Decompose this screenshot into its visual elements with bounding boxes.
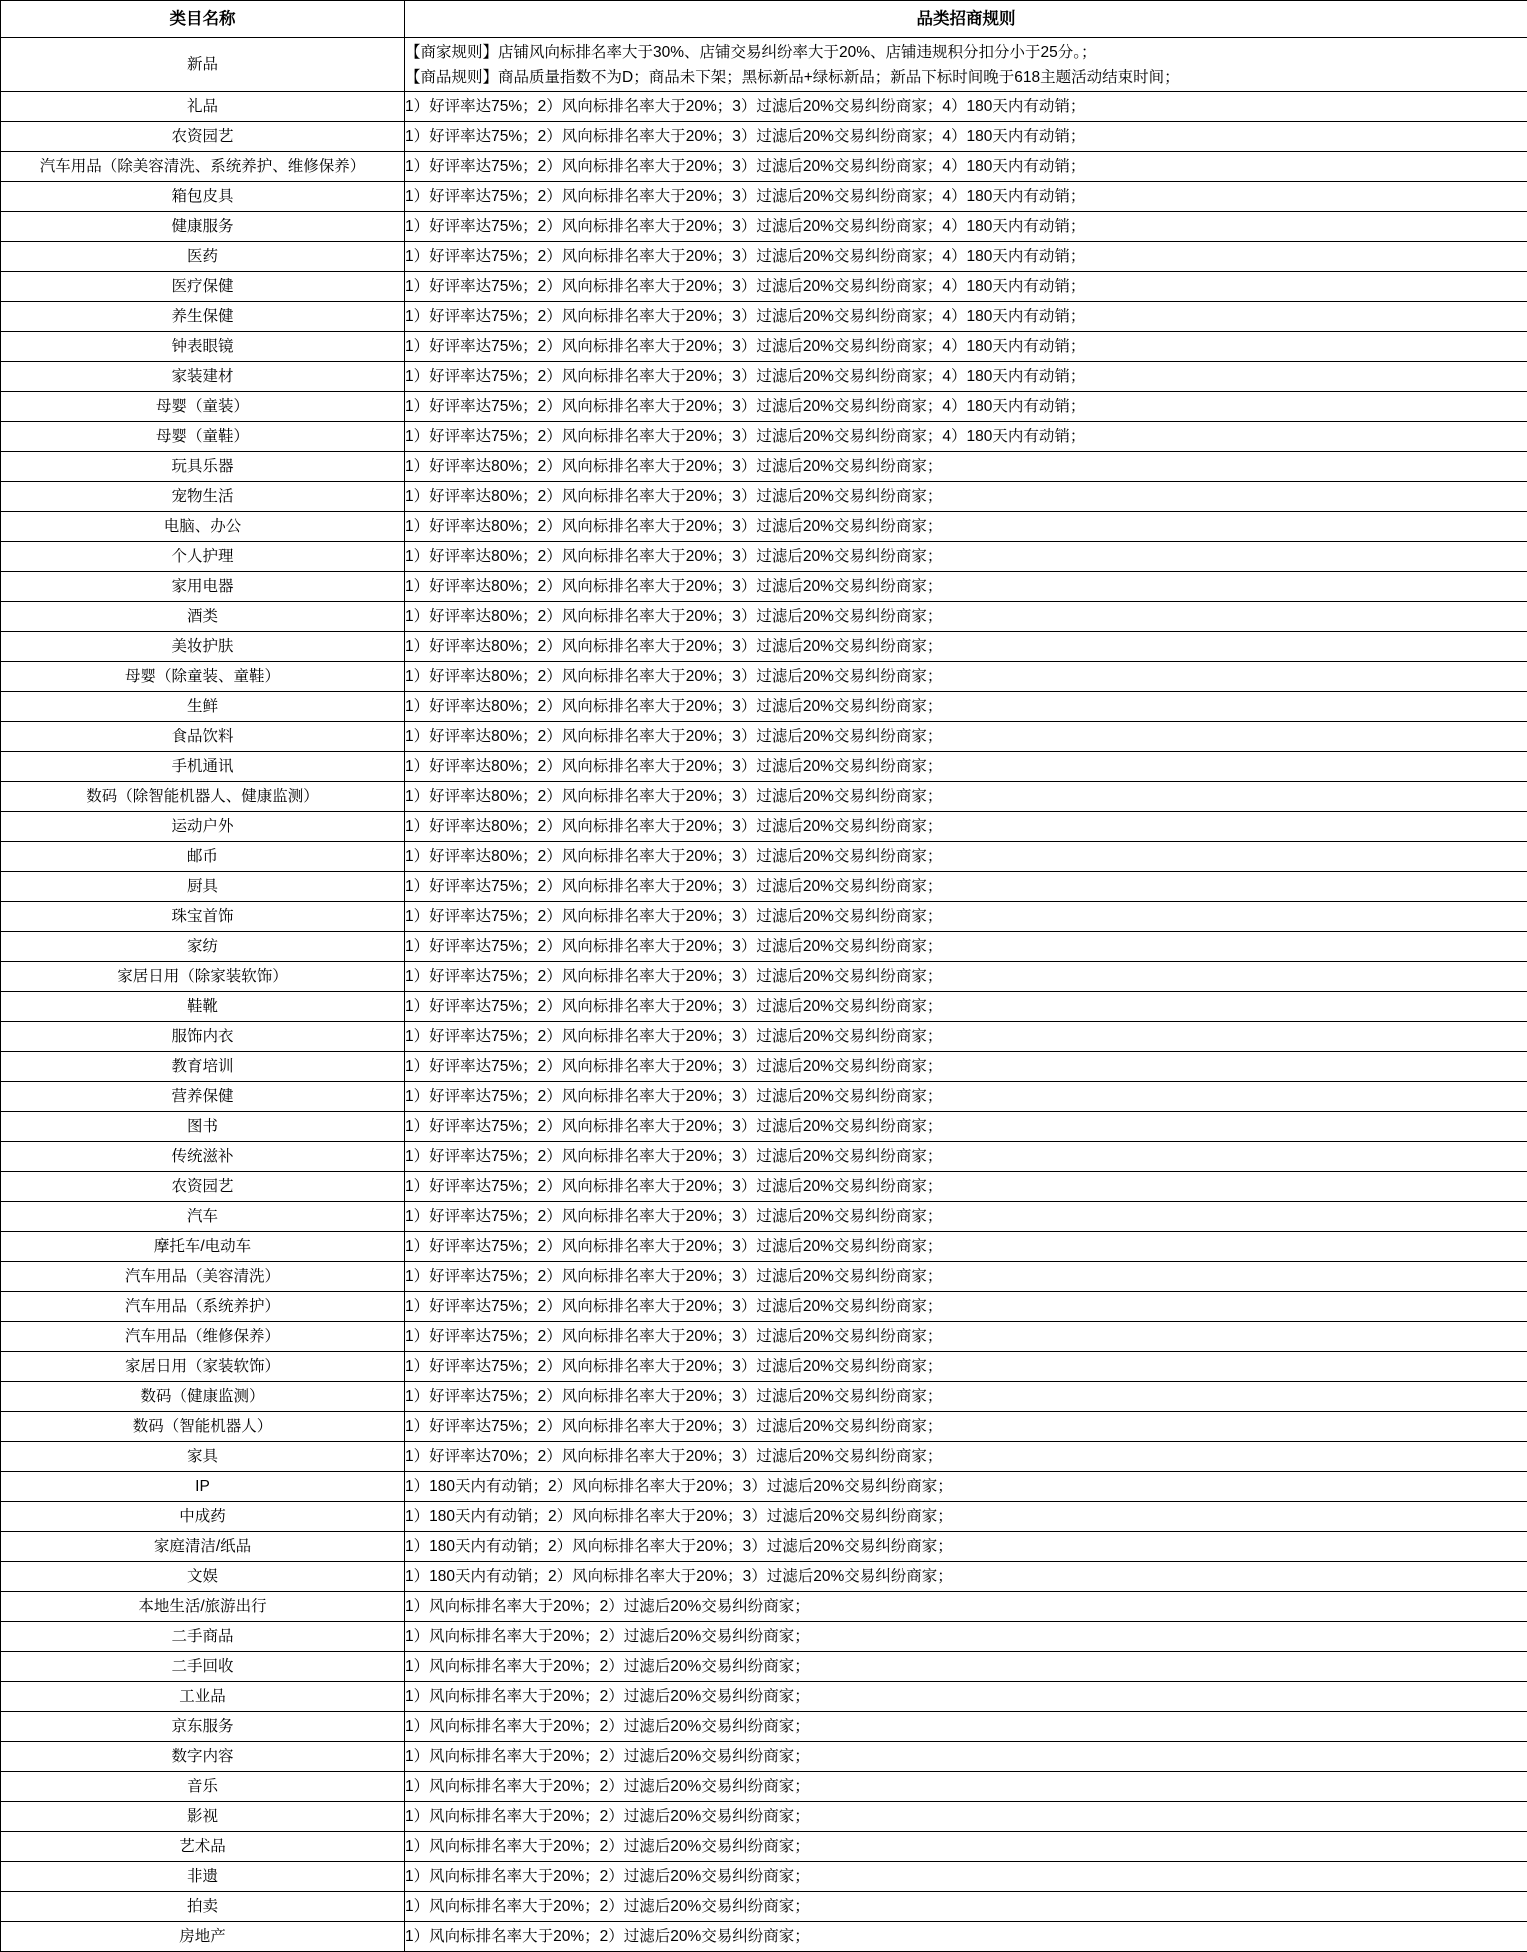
rule-text-cell: 1）好评率达80%；2）风向标排名率大于20%；3）过滤后20%交易纠纷商家； [405, 842, 1527, 872]
rule-text-cell: 1）好评率达80%；2）风向标排名率大于20%；3）过滤后20%交易纠纷商家； [405, 782, 1527, 812]
table-row [1, 1892, 1527, 1922]
table-row [1, 632, 1527, 662]
rule-text-cell: 1）好评率达75%；2）风向标排名率大于20%；3）过滤后20%交易纠纷商家； [405, 1022, 1527, 1052]
table-row [1, 38, 1527, 92]
rule-text-cell: 1）好评率达80%；2）风向标排名率大于20%；3）过滤后20%交易纠纷商家； [405, 722, 1527, 752]
category-name-cell: 生鲜 [1, 692, 405, 722]
category-name-cell: 影视 [1, 1802, 405, 1832]
table-row [1, 692, 1527, 722]
rule-text-cell: 1）好评率达80%；2）风向标排名率大于20%；3）过滤后20%交易纠纷商家； [405, 512, 1527, 542]
rule-text-cell: 1）好评率达75%；2）风向标排名率大于20%；3）过滤后20%交易纠纷商家；4）180天内有动销； [405, 362, 1527, 392]
rule-text-cell: 1）风向标排名率大于20%；2）过滤后20%交易纠纷商家； [405, 1712, 1527, 1742]
rule-text-cell: 1）好评率达75%；2）风向标排名率大于20%；3）过滤后20%交易纠纷商家； [405, 1352, 1527, 1382]
table-row [1, 992, 1527, 1022]
category-name-cell: 图书 [1, 1112, 405, 1142]
rule-text-cell: 1）风向标排名率大于20%；2）过滤后20%交易纠纷商家； [405, 1652, 1527, 1682]
rule-text-cell: 1）好评率达80%；2）风向标排名率大于20%；3）过滤后20%交易纠纷商家； [405, 752, 1527, 782]
rule-text-cell: 1）好评率达80%；2）风向标排名率大于20%；3）过滤后20%交易纠纷商家； [405, 602, 1527, 632]
rule-text-cell: 1）好评率达80%；2）风向标排名率大于20%；3）过滤后20%交易纠纷商家； [405, 482, 1527, 512]
category-name-cell: 汽车用品（美容清洗） [1, 1262, 405, 1292]
rule-text-cell: 1）风向标排名率大于20%；2）过滤后20%交易纠纷商家； [405, 1892, 1527, 1922]
category-name-cell: 个人护理 [1, 542, 405, 572]
category-name-cell: 邮币 [1, 842, 405, 872]
category-name-cell: 数码（健康监测） [1, 1382, 405, 1412]
table-row [1, 422, 1527, 452]
table-row [1, 1202, 1527, 1232]
table-row [1, 1232, 1527, 1262]
table-row [1, 392, 1527, 422]
rule-text-cell: 1）风向标排名率大于20%；2）过滤后20%交易纠纷商家； [405, 1682, 1527, 1712]
table-row [1, 122, 1527, 152]
table-row [1, 1652, 1527, 1682]
category-name-cell: 礼品 [1, 92, 405, 122]
rule-text-cell: 1）风向标排名率大于20%；2）过滤后20%交易纠纷商家； [405, 1772, 1527, 1802]
category-name-cell: 营养保健 [1, 1082, 405, 1112]
category-name-cell: 家纺 [1, 932, 405, 962]
table-row [1, 782, 1527, 812]
category-name-cell: 家装建材 [1, 362, 405, 392]
rule-text-cell: 1）好评率达75%；2）风向标排名率大于20%；3）过滤后20%交易纠纷商家； [405, 1292, 1527, 1322]
category-name-cell: 宠物生活 [1, 482, 405, 512]
category-name-cell: 家庭清洁/纸品 [1, 1532, 405, 1562]
rule-text-cell: 1）好评率达75%；2）风向标排名率大于20%；3）过滤后20%交易纠纷商家； [405, 1232, 1527, 1262]
category-name-cell: 服饰内衣 [1, 1022, 405, 1052]
rule-text-cell: 1）好评率达80%；2）风向标排名率大于20%；3）过滤后20%交易纠纷商家； [405, 692, 1527, 722]
rule-text-cell: 1）好评率达75%；2）风向标排名率大于20%；3）过滤后20%交易纠纷商家； [405, 902, 1527, 932]
category-name-cell: 数码（智能机器人） [1, 1412, 405, 1442]
category-name-cell: 母婴（童鞋） [1, 422, 405, 452]
category-name-cell: 箱包皮具 [1, 182, 405, 212]
table-row [1, 1862, 1527, 1892]
category-name-cell: 农资园艺 [1, 1172, 405, 1202]
table-body [1, 38, 1527, 1952]
category-name-cell: 汽车用品（除美容清洗、系统养护、维修保养） [1, 152, 405, 182]
category-name-cell: 厨具 [1, 872, 405, 902]
rule-text-cell: 1）好评率达75%；2）风向标排名率大于20%；3）过滤后20%交易纠纷商家；4）180天内有动销； [405, 122, 1527, 152]
category-name-cell: 医药 [1, 242, 405, 272]
rule-line: 【商家规则】店铺风向标排名率大于30%、店铺交易纠纷率大于20%、店铺违规积分扣分小于25分。； [405, 40, 1527, 65]
table-row [1, 512, 1527, 542]
table-row [1, 1142, 1527, 1172]
rule-text-cell: 1）180天内有动销；2）风向标排名率大于20%；3）过滤后20%交易纠纷商家； [405, 1562, 1527, 1592]
category-name-cell: 家居日用（家装软饰） [1, 1352, 405, 1382]
table-row [1, 572, 1527, 602]
rule-text-cell: 1）风向标排名率大于20%；2）过滤后20%交易纠纷商家； [405, 1802, 1527, 1832]
table-row [1, 182, 1527, 212]
rule-text-cell: 1）好评率达75%；2）风向标排名率大于20%；3）过滤后20%交易纠纷商家；4）180天内有动销； [405, 152, 1527, 182]
rule-text-cell: 1）好评率达75%；2）风向标排名率大于20%；3）过滤后20%交易纠纷商家； [405, 932, 1527, 962]
category-name-cell: 珠宝首饰 [1, 902, 405, 932]
category-name-cell: 京东服务 [1, 1712, 405, 1742]
table-row [1, 1082, 1527, 1112]
rule-text-cell: 1）好评率达75%；2）风向标排名率大于20%；3）过滤后20%交易纠纷商家；4）180天内有动销； [405, 302, 1527, 332]
rule-text-cell: 1）风向标排名率大于20%；2）过滤后20%交易纠纷商家； [405, 1742, 1527, 1772]
rule-text-cell: 1）好评率达75%；2）风向标排名率大于20%；3）过滤后20%交易纠纷商家； [405, 1202, 1527, 1232]
header-row [1, 1, 1527, 38]
table-row [1, 602, 1527, 632]
rule-text-cell: 1）好评率达75%；2）风向标排名率大于20%；3）过滤后20%交易纠纷商家；4）180天内有动销； [405, 212, 1527, 242]
category-name-cell: 摩托车/电动车 [1, 1232, 405, 1262]
table-row [1, 1562, 1527, 1592]
table-row [1, 1832, 1527, 1862]
table-row [1, 1802, 1527, 1832]
category-name-cell: 家用电器 [1, 572, 405, 602]
table-row [1, 1112, 1527, 1142]
rule-text-cell: 1）好评率达75%；2）风向标排名率大于20%；3）过滤后20%交易纠纷商家；4）180天内有动销； [405, 242, 1527, 272]
table-row [1, 1352, 1527, 1382]
table-row [1, 152, 1527, 182]
category-name-cell: 本地生活/旅游出行 [1, 1592, 405, 1622]
rule-line: 【商品规则】商品质量指数不为D；商品未下架；黑标新品+绿标新品；新品下标时间晚于618主题活动结束时间； [405, 65, 1527, 90]
category-name-cell: 文娱 [1, 1562, 405, 1592]
table-row [1, 1682, 1527, 1712]
category-name-cell: 农资园艺 [1, 122, 405, 152]
table-row [1, 1412, 1527, 1442]
rule-text-cell: 1）好评率达75%；2）风向标排名率大于20%；3）过滤后20%交易纠纷商家；4）180天内有动销； [405, 182, 1527, 212]
category-name-cell: 新品 [1, 38, 405, 92]
table-row [1, 902, 1527, 932]
rule-text-cell: 1）好评率达75%；2）风向标排名率大于20%；3）过滤后20%交易纠纷商家； [405, 1382, 1527, 1412]
category-name-cell: 电脑、办公 [1, 512, 405, 542]
table-row [1, 332, 1527, 362]
table-row [1, 722, 1527, 752]
rule-text-cell: 1）180天内有动销；2）风向标排名率大于20%；3）过滤后20%交易纠纷商家； [405, 1532, 1527, 1562]
rule-text-cell: 1）风向标排名率大于20%；2）过滤后20%交易纠纷商家； [405, 1922, 1527, 1952]
table-row [1, 1922, 1527, 1952]
table-row [1, 1172, 1527, 1202]
rule-text-cell: 1）好评率达80%；2）风向标排名率大于20%；3）过滤后20%交易纠纷商家； [405, 632, 1527, 662]
rule-text-cell: 1）好评率达75%；2）风向标排名率大于20%；3）过滤后20%交易纠纷商家； [405, 1412, 1527, 1442]
category-name-cell: 艺术品 [1, 1832, 405, 1862]
table-row [1, 1382, 1527, 1412]
table-row [1, 872, 1527, 902]
table-row [1, 242, 1527, 272]
table-row [1, 1712, 1527, 1742]
category-name-cell: 养生保健 [1, 302, 405, 332]
table-row [1, 362, 1527, 392]
rule-text-cell: 1）好评率达75%；2）风向标排名率大于20%；3）过滤后20%交易纠纷商家； [405, 1262, 1527, 1292]
rule-text-cell: 1）风向标排名率大于20%；2）过滤后20%交易纠纷商家； [405, 1622, 1527, 1652]
rule-text-cell: 1）好评率达75%；2）风向标排名率大于20%；3）过滤后20%交易纠纷商家；4）180天内有动销； [405, 392, 1527, 422]
category-name-cell: 美妆护肤 [1, 632, 405, 662]
category-name-cell: 钟表眼镜 [1, 332, 405, 362]
rule-text-cell: 1）好评率达75%；2）风向标排名率大于20%；3）过滤后20%交易纠纷商家；4）180天内有动销； [405, 422, 1527, 452]
rule-text-cell: 1）好评率达75%；2）风向标排名率大于20%；3）过滤后20%交易纠纷商家；4）180天内有动销； [405, 272, 1527, 302]
rule-text-cell: 1）风向标排名率大于20%；2）过滤后20%交易纠纷商家； [405, 1592, 1527, 1622]
table-row [1, 1442, 1527, 1472]
rule-text-cell: 1）好评率达75%；2）风向标排名率大于20%；3）过滤后20%交易纠纷商家； [405, 1082, 1527, 1112]
table-row [1, 1742, 1527, 1772]
category-name-cell: 母婴（除童装、童鞋） [1, 662, 405, 692]
table-row [1, 212, 1527, 242]
category-name-cell: 家具 [1, 1442, 405, 1472]
rule-text-cell: 1）风向标排名率大于20%；2）过滤后20%交易纠纷商家； [405, 1862, 1527, 1892]
category-name-cell: 传统滋补 [1, 1142, 405, 1172]
category-name-cell: 音乐 [1, 1772, 405, 1802]
category-name-cell: 二手回收 [1, 1652, 405, 1682]
table-row [1, 272, 1527, 302]
category-name-cell: 教育培训 [1, 1052, 405, 1082]
rule-text-cell [405, 38, 1527, 92]
rule-text-cell: 1）好评率达80%；2）风向标排名率大于20%；3）过滤后20%交易纠纷商家； [405, 662, 1527, 692]
rule-text-cell: 1）好评率达75%；2）风向标排名率大于20%；3）过滤后20%交易纠纷商家； [405, 992, 1527, 1022]
table-row [1, 482, 1527, 512]
table-row [1, 92, 1527, 122]
rule-text-cell: 1）好评率达75%；2）风向标排名率大于20%；3）过滤后20%交易纠纷商家； [405, 1052, 1527, 1082]
table-row [1, 1592, 1527, 1622]
rule-text-cell: 1）好评率达75%；2）风向标排名率大于20%；3）过滤后20%交易纠纷商家； [405, 1322, 1527, 1352]
category-name-cell: 汽车用品（系统养护） [1, 1292, 405, 1322]
category-name-cell: 手机通讯 [1, 752, 405, 782]
table-row [1, 1502, 1527, 1532]
category-name-cell: 中成药 [1, 1502, 405, 1532]
table-row [1, 752, 1527, 782]
table-row [1, 1772, 1527, 1802]
category-name-cell: IP [1, 1472, 405, 1502]
table-row [1, 1322, 1527, 1352]
table-row [1, 1022, 1527, 1052]
table-row [1, 812, 1527, 842]
category-name-cell: 汽车用品（维修保养） [1, 1322, 405, 1352]
table-row [1, 1472, 1527, 1502]
table-row [1, 932, 1527, 962]
rule-text-cell: 1）好评率达75%；2）风向标排名率大于20%；3）过滤后20%交易纠纷商家； [405, 1112, 1527, 1142]
rule-text-cell: 1）风向标排名率大于20%；2）过滤后20%交易纠纷商家； [405, 1832, 1527, 1862]
rule-text-cell: 1）好评率达80%；2）风向标排名率大于20%；3）过滤后20%交易纠纷商家； [405, 452, 1527, 482]
category-name-cell: 汽车 [1, 1202, 405, 1232]
rule-text-cell: 1）好评率达80%；2）风向标排名率大于20%；3）过滤后20%交易纠纷商家； [405, 542, 1527, 572]
category-name-cell: 数码（除智能机器人、健康监测） [1, 782, 405, 812]
category-name-cell: 鞋靴 [1, 992, 405, 1022]
category-name-cell: 工业品 [1, 1682, 405, 1712]
category-name-cell: 健康服务 [1, 212, 405, 242]
category-name-cell: 拍卖 [1, 1892, 405, 1922]
table-row [1, 302, 1527, 332]
table-header [1, 1, 1527, 38]
table-row [1, 662, 1527, 692]
rule-text-cell: 1）好评率达75%；2）风向标排名率大于20%；3）过滤后20%交易纠纷商家；4）180天内有动销； [405, 92, 1527, 122]
category-name-cell: 运动户外 [1, 812, 405, 842]
rule-text-cell: 1）好评率达75%；2）风向标排名率大于20%；3）过滤后20%交易纠纷商家；4）180天内有动销； [405, 332, 1527, 362]
rule-text-cell: 1）180天内有动销；2）风向标排名率大于20%；3）过滤后20%交易纠纷商家； [405, 1472, 1527, 1502]
rule-text-cell: 1）好评率达80%；2）风向标排名率大于20%；3）过滤后20%交易纠纷商家； [405, 812, 1527, 842]
category-name-cell: 二手商品 [1, 1622, 405, 1652]
rule-text-cell: 1）好评率达75%；2）风向标排名率大于20%；3）过滤后20%交易纠纷商家； [405, 962, 1527, 992]
table-row [1, 962, 1527, 992]
column-header-category: 类目名称 [1, 1, 405, 38]
table-row [1, 1532, 1527, 1562]
category-name-cell: 数字内容 [1, 1742, 405, 1772]
rule-text-cell: 1）180天内有动销；2）风向标排名率大于20%；3）过滤后20%交易纠纷商家； [405, 1502, 1527, 1532]
column-header-rule: 品类招商规则 [405, 1, 1527, 38]
category-name-cell: 非遗 [1, 1862, 405, 1892]
rule-text-cell: 1）好评率达75%；2）风向标排名率大于20%；3）过滤后20%交易纠纷商家； [405, 1172, 1527, 1202]
table-row [1, 452, 1527, 482]
rule-text-cell: 1）好评率达75%；2）风向标排名率大于20%；3）过滤后20%交易纠纷商家； [405, 1142, 1527, 1172]
rule-text-cell: 1）好评率达70%；2）风向标排名率大于20%；3）过滤后20%交易纠纷商家； [405, 1442, 1527, 1472]
table-row [1, 1292, 1527, 1322]
table-row [1, 1052, 1527, 1082]
category-name-cell: 玩具乐器 [1, 452, 405, 482]
category-name-cell: 酒类 [1, 602, 405, 632]
category-name-cell: 家居日用（除家装软饰） [1, 962, 405, 992]
rule-text-cell: 1）好评率达80%；2）风向标排名率大于20%；3）过滤后20%交易纠纷商家； [405, 572, 1527, 602]
category-name-cell: 房地产 [1, 1922, 405, 1952]
table-row [1, 542, 1527, 572]
table-row [1, 1622, 1527, 1652]
table-row [1, 1262, 1527, 1292]
category-name-cell: 食品饮料 [1, 722, 405, 752]
category-name-cell: 母婴（童装） [1, 392, 405, 422]
rule-text-cell: 1）好评率达75%；2）风向标排名率大于20%；3）过滤后20%交易纠纷商家； [405, 872, 1527, 902]
category-name-cell: 医疗保健 [1, 272, 405, 302]
table-row [1, 842, 1527, 872]
